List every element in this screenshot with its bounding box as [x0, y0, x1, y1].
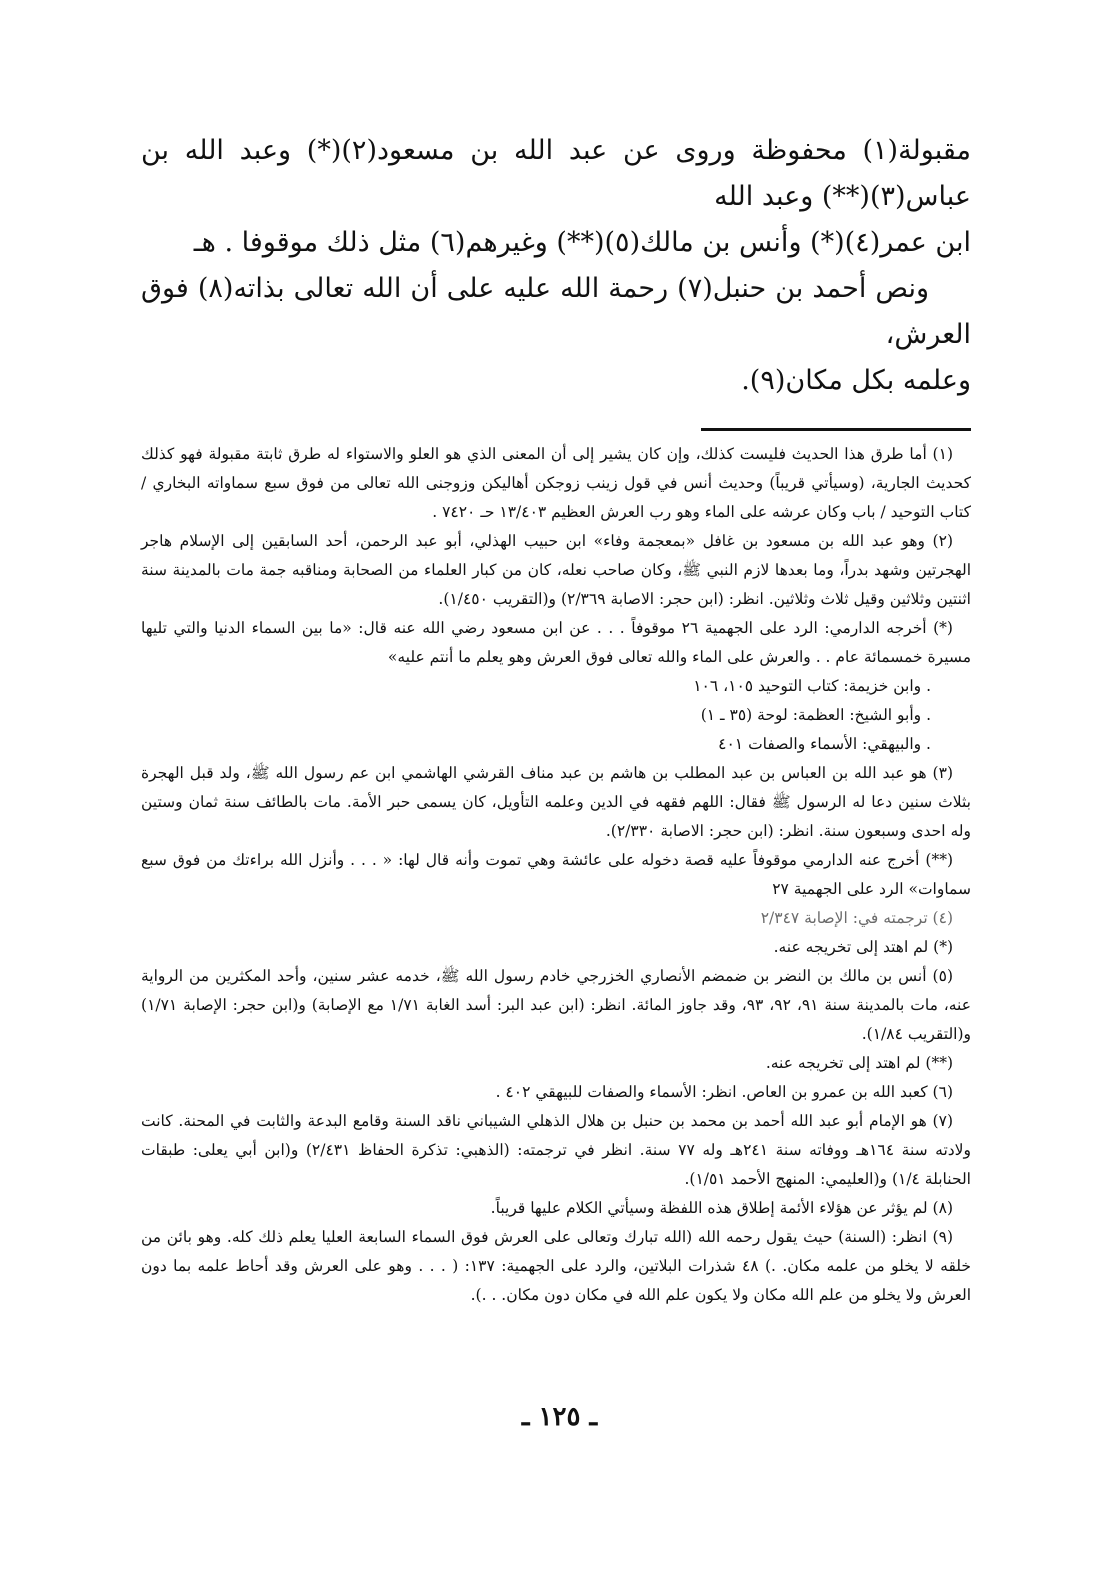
footnote-separator: [701, 428, 971, 431]
footnote-4: (٤) ترجمته في: الإصابة ٢/٣٤٧: [760, 909, 953, 927]
footnote-5: (٥) أنس بن مالك بن النضر بن ضمضم الأنصاري الخزرجي خادم رسول الله ﷺ، خدمه عشر سنين، وأحد المكثرين من الرواية عنه، مات بالمدينة سنة ٩١، ٩٢، ٩٣، وقد جاوز المائة. انظر: (ابن عبد البر: أسد الغابة ١/٧١ مع الإصابة) و(ابن حجر: الإصابة ١/٧١) و(التقريب ١/٨٤).: [141, 967, 971, 1043]
footnote-sub-item: . وأبو الشيخ: العظمة: لوحة (٣٥ ـ ١): [700, 706, 931, 724]
footnote-1: (١) أما طرق هذا الحديث فليست كذلك، وإن كان يشير إلى أن المعنى الذي هو العلو والاستواء له طرق ثابتة مقبولة فهو كذلك كحديث الجارية، (وسيأتي قريباً) وحديث أنس في قول زينب زوجكن أهاليكن وزوجنى الله تعالى من فوق سبع سماواته البخاري / كتاب التوحيد / باب وكان عرشه على الماء وهو رب العرش العظيم ١٣/٤٠٣ حـ ٧٤٢٠ .: [141, 445, 971, 521]
main-text-line: ونص أحمد بن حنبل(٧) رحمة الله عليه على أن الله تعالى بذاته(٨) فوق العرش،: [141, 273, 971, 350]
main-text-line: وعلمه بكل مكان(٩).: [741, 365, 971, 396]
footnote-5-star: (**) لم اهتد إلى تخريجه عنه.: [765, 1054, 953, 1072]
footnote-9: (٩) انظر: (السنة) حيث يقول رحمه الله (الله تبارك وتعالى على العرش فوق السماء السابعة العليا يعلم ذلك كله. وهو بائن من خلقه لا يخلو من علمه مكان. .) ٤٨ شذرات البلاتين، والرد على الجهمية: ١٣٧: ( . . . وهو على العرش وقد أحاط علمه بما دون العرش ولا يخلو من علم الله مكان ولا يكون علم الله في مكان دون مكان. . .).: [141, 1228, 971, 1304]
footnote-4-star: (*) لم اهتد إلى تخريجه عنه.: [773, 938, 953, 956]
footnote-2-star: (*) أخرجه الدارمي: الرد على الجهمية ٢٦ موقوفاً . . . عن ابن مسعود رضي الله عنه قال: «ما بين السماء الدنيا والتي تليها مسيرة خمسمائة عام . . والعرش على الماء والله تعالى فوق العرش وهو يعلم ما أنتم عليه»: [141, 619, 971, 666]
footnote-8: (٨) لم يؤثر عن هؤلاء الأئمة إطلاق هذه اللفظة وسيأتي الكلام عليها قريباً.: [490, 1199, 953, 1217]
footnote-3-star: (**) أخرج عنه الدارمي موقوفاً عليه قصة دخوله على عائشة وهي تموت وأنه قال لها: « . . . وأنزل الله براءتك من فوق سبع سماوات» الرد على الجهمية ٢٧: [141, 851, 971, 898]
footnote-2: (٢) وهو عبد الله بن مسعود بن غافل «بمعجمة وفاء» ابن حبيب الهذلي، أبو عبد الرحمن، أحد السابقين إلى الإسلام هاجر الهجرتين وشهد بدراً، وما بعدها لازم النبي ﷺ، وكان صاحب نعله، كان من كبار العلماء من الصحابة ومناقبه جمة مات بالمدينة سنة اثنتين وثلاثين وقيل ثلاث وثلاثين. انظر: (ابن حجر: الاصابة ٢/٣٦٩) و(التقريب ١/٤٥٠).: [141, 532, 971, 608]
footnote-sub-item: . والبيهقي: الأسماء والصفات ٤٠١: [718, 735, 931, 753]
main-text: [141, 128, 971, 404]
main-text-line: ابن عمر(٤)(*) وأنس بن مالك(٥)(**) وغيرهم(٦) مثل ذلك موقوفا . هـ: [193, 227, 971, 258]
footnote-7: (٧) هو الإمام أبو عبد الله أحمد بن محمد بن حنبل بن هلال الذهلي الشيباني ناقد السنة وقامع البدعة والثابت في المحنة. كانت ولادته سنة ١٦٤هـ ووفاته سنة ٢٤١هـ وله ٧٧ سنة. انظر في ترجمته: (الذهبي: تذكرة الحفاظ ٢/٤٣١) و(ابن أبي يعلى: طبقات الحنابلة ١/٤) و(العليمي: المنهج الأحمد ١/٥١).: [141, 1112, 971, 1188]
footnote-3: (٣) هو عبد الله بن العباس بن عبد المطلب بن هاشم بن عبد مناف القرشي الهاشمي ابن عم رسول الله ﷺ، ولد قبل الهجرة بثلاث سنين دعا له الرسول ﷺ فقال: اللهم فقهه في الدين وعلمه التأويل، كان يسمى حبر الأمة. مات بالطائف سنة ثمان وستين وله احدى وسبعون سنة. انظر: (ابن حجر: الاصابة ٢/٣٣٠).: [141, 764, 971, 840]
footnote-6: (٦) كعبد الله بن عمرو بن العاص. انظر: الأسماء والصفات للبيهقي ٤٠٢ .: [495, 1083, 953, 1101]
footnotes: [141, 440, 971, 1310]
page-number: ـ ١٢٥ ـ: [521, 1402, 598, 1432]
footnote-sub-item: . وابن خزيمة: كتاب التوحيد ١٠٥، ١٠٦: [693, 677, 931, 695]
main-text-line: مقبولة(١) محفوظة وروى عن عبد الله بن مسعود(٢)(*) وعبد الله بن عباس(٣)(**) وعبد الله: [141, 135, 971, 212]
